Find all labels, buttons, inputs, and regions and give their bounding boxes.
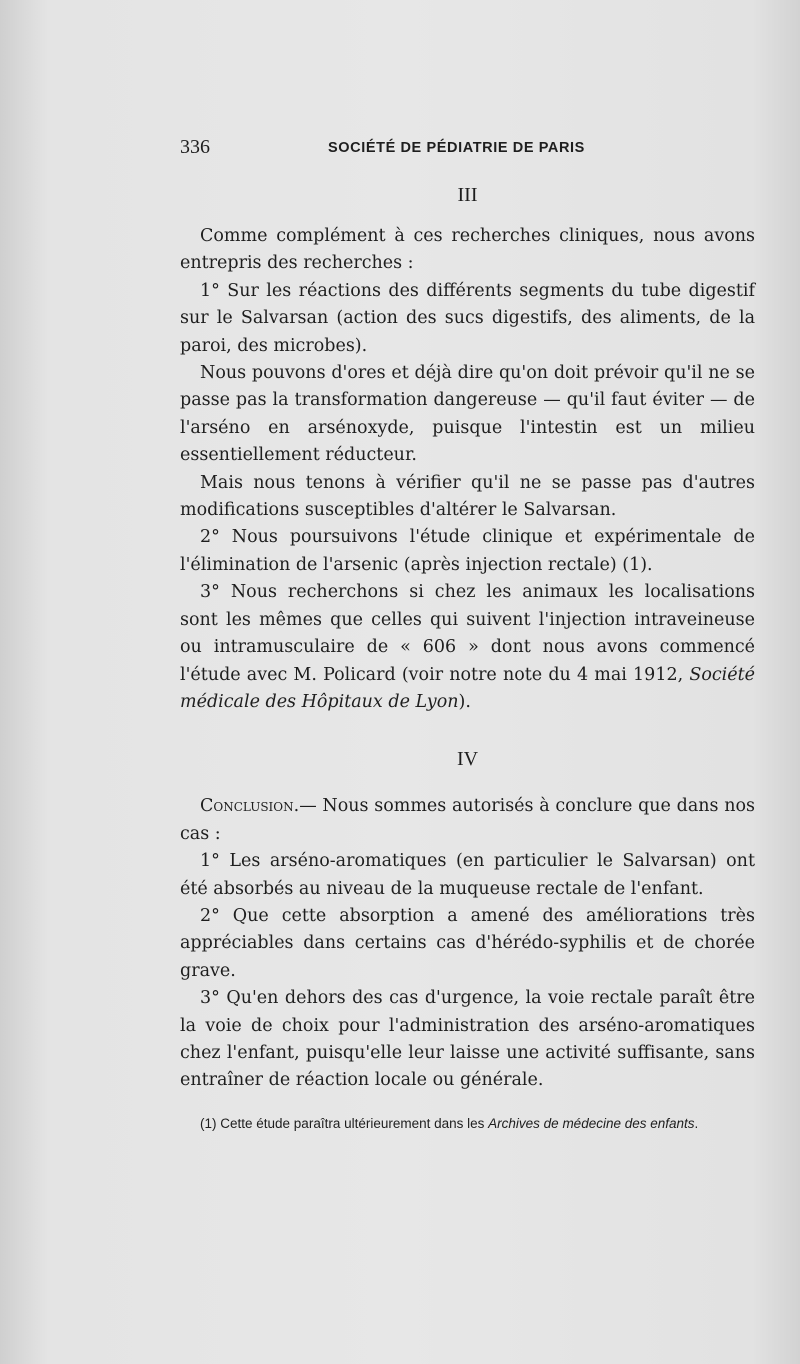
- paragraph: Comme complément à ces recherches cliniques, nous avons entrepris des recherches :: [180, 226, 755, 274]
- section-heading-iii: III: [457, 184, 478, 206]
- page-header: [180, 128, 755, 164]
- paragraph-text: 3° Nous recherchons si chez les animaux les localisations sont les mêmes que celles qui suivent l'injection intraveineuse ou intramusculaire de « 606 » dont nous avons commencé l'étude avec M. Policard (voir notre note du 4 mai 1912,: [180, 582, 755, 685]
- running-head: SOCIÉTÉ DE PÉDIATRIE DE PARIS: [328, 140, 585, 156]
- footnote-end: .: [694, 1115, 699, 1131]
- paragraph: 1° Sur les réactions des différents segments du tube digestif sur le Salvarsan (action des sucs digestifs, des aliments, de la paroi, des microbes).: [180, 280, 755, 356]
- paragraph: 3° Qu'en dehors des cas d'urgence, la voie rectale paraît être la voie de choix pour l'administration des arséno-aromatiques chez l'enfant, puisqu'elle leur laisse une activité suffisante, sans entraîner de réaction locale ou générale.: [180, 988, 755, 1091]
- paragraph: 1° Les arséno-aromatiques (en particulier le Salvarsan) ont été absorbés au niveau de la muqueuse rectale de l'enfant.: [180, 851, 755, 899]
- footnote-journal-title: Archives de médecine des enfants: [488, 1115, 695, 1131]
- paragraph: Mais nous tenons à vérifier qu'il ne se passe pas d'autres modifications susceptibles d'altérer le Salvarsan.: [180, 472, 755, 521]
- footnote: [180, 1113, 755, 1134]
- paragraph: 2° Nous poursuivons l'étude clinique et expérimentale de l'élimination de l'arsenic (après injection rectale) (1).: [180, 527, 755, 575]
- section-heading-iv: IV: [456, 748, 479, 771]
- footnote-text: (1) Cette étude paraîtra ultérieurement dans les: [200, 1115, 489, 1131]
- page-number: 336: [180, 136, 210, 158]
- paragraph: [180, 579, 755, 716]
- conclusion-paragraph: [180, 793, 755, 848]
- text-block: [180, 128, 755, 1134]
- conclusion-text: — Nous sommes autorisés à conclure que dans nos cas :: [180, 796, 755, 844]
- journal-title: Société médicale des Hôpitaux de Lyon: [180, 664, 755, 712]
- paragraph: 2° Que cette absorption a amené des améliorations très appréciables dans certains cas d'hérédo-syphilis et de chorée grave.: [180, 905, 755, 981]
- conclusion-label: Conclusion.: [200, 796, 300, 817]
- paragraph: Nous pouvons d'ores et déjà dire qu'on doit prévoir qu'il ne se passe pas la transformation dangereuse — qu'il faut éviter — de l'arséno en arsénoxyde, puisque l'intestin est un milieu essentiellement réducteur.: [180, 363, 755, 466]
- paragraph-end: ).: [458, 691, 471, 712]
